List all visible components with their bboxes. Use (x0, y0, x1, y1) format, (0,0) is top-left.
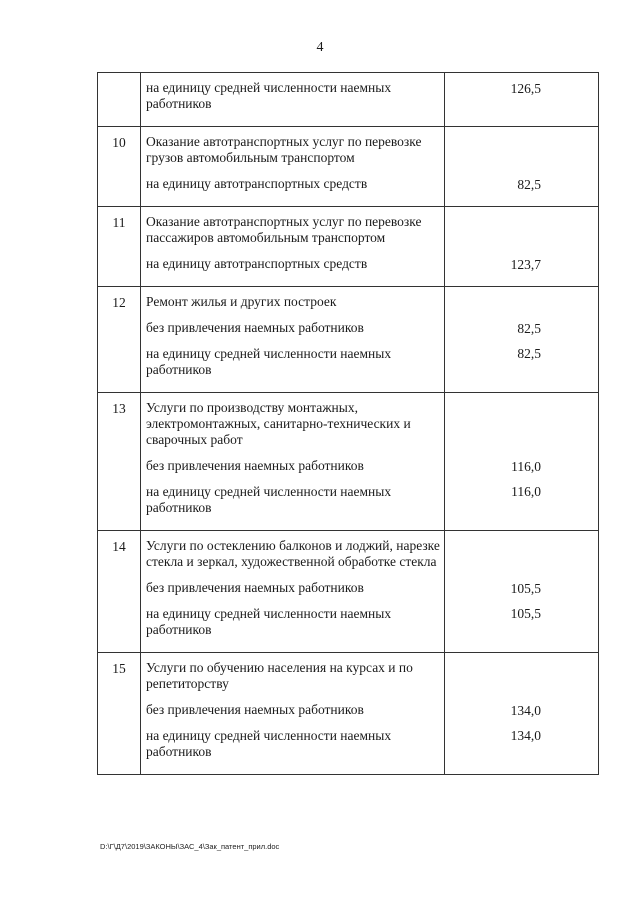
row-number: 10 (98, 127, 141, 207)
table-row (98, 393, 599, 531)
rate-value: 82,5 (517, 320, 541, 336)
service-title: Ремонт жилья и других построек (146, 294, 337, 309)
rate-value: 116,0 (511, 458, 541, 474)
rate-values (445, 73, 599, 127)
sub-item-label: без привлечения наемных работников (146, 580, 364, 595)
patent-rates-table (97, 72, 599, 775)
table-row (98, 653, 599, 775)
rate-value: 134,0 (510, 728, 541, 743)
service-description (141, 207, 445, 287)
file-path-footer: D:\Г\Д7\2019\ЗАКОНЫ\ЗАС_4\Зак_патент_прил.doc (100, 842, 280, 851)
rate-values (445, 207, 599, 287)
row-number (98, 73, 141, 127)
rate-value: 82,5 (517, 176, 541, 192)
sub-item-label: на единицу средней численности наемных работников (146, 606, 392, 637)
service-title: Услуги по производству монтажных, электромонтажных, санитарно-технических и сварочных работ (146, 400, 411, 447)
sub-item-label: на единицу средней численности наемных работников (146, 346, 392, 377)
service-description (141, 287, 445, 393)
rate-values (445, 393, 599, 531)
rate-values (445, 653, 599, 775)
sub-item-label: на единицу автотранспортных средств (146, 176, 368, 191)
service-description (141, 531, 445, 653)
row-number: 11 (98, 207, 141, 287)
table-row (98, 531, 599, 653)
rate-values (445, 127, 599, 207)
rate-value: 105,5 (510, 606, 541, 621)
sub-item-label: без привлечения наемных работников (146, 320, 364, 335)
rate-value: 123,7 (510, 256, 541, 272)
service-title: Услуги по обучению населения на курсах и по репетиторству (146, 660, 413, 691)
rate-values (445, 287, 599, 393)
rate-values (445, 531, 599, 653)
service-title: Услуги по остеклению балконов и лоджий, нарезке стекла и зеркал, художественной обработке стекла (146, 538, 440, 569)
row-number: 15 (98, 653, 141, 775)
sub-item-label: на единицу средней численности наемных работников (146, 728, 392, 759)
page-number: 4 (316, 40, 324, 55)
sub-item-label: без привлечения наемных работников (146, 458, 364, 473)
service-title: Оказание автотранспортных услуг по перевозке пассажиров автомобильным транспортом (146, 214, 422, 245)
rate-value: 82,5 (517, 346, 541, 361)
rate-value: 116,0 (511, 484, 541, 499)
sub-item-label: на единицу средней численности наемных работников (146, 484, 392, 515)
row-number: 13 (98, 393, 141, 531)
sub-item-label: на единицу автотранспортных средств (146, 256, 368, 271)
service-title: Оказание автотранспортных услуг по перевозке грузов автомобильным транспортом (146, 134, 422, 165)
row-number: 12 (98, 287, 141, 393)
service-description (141, 393, 445, 531)
table-body (98, 73, 599, 775)
table-row (98, 207, 599, 287)
rate-value: 134,0 (510, 702, 541, 718)
sub-item-label: на единицу средней численности наемных работников (146, 80, 392, 111)
table-row (98, 73, 599, 127)
service-description (141, 73, 445, 127)
row-number: 14 (98, 531, 141, 653)
sub-item-label: без привлечения наемных работников (146, 702, 364, 717)
service-description (141, 653, 445, 775)
service-description (141, 127, 445, 207)
rate-value: 126,5 (510, 80, 541, 96)
table-row (98, 287, 599, 393)
table-row (98, 127, 599, 207)
rate-value: 105,5 (510, 580, 541, 596)
